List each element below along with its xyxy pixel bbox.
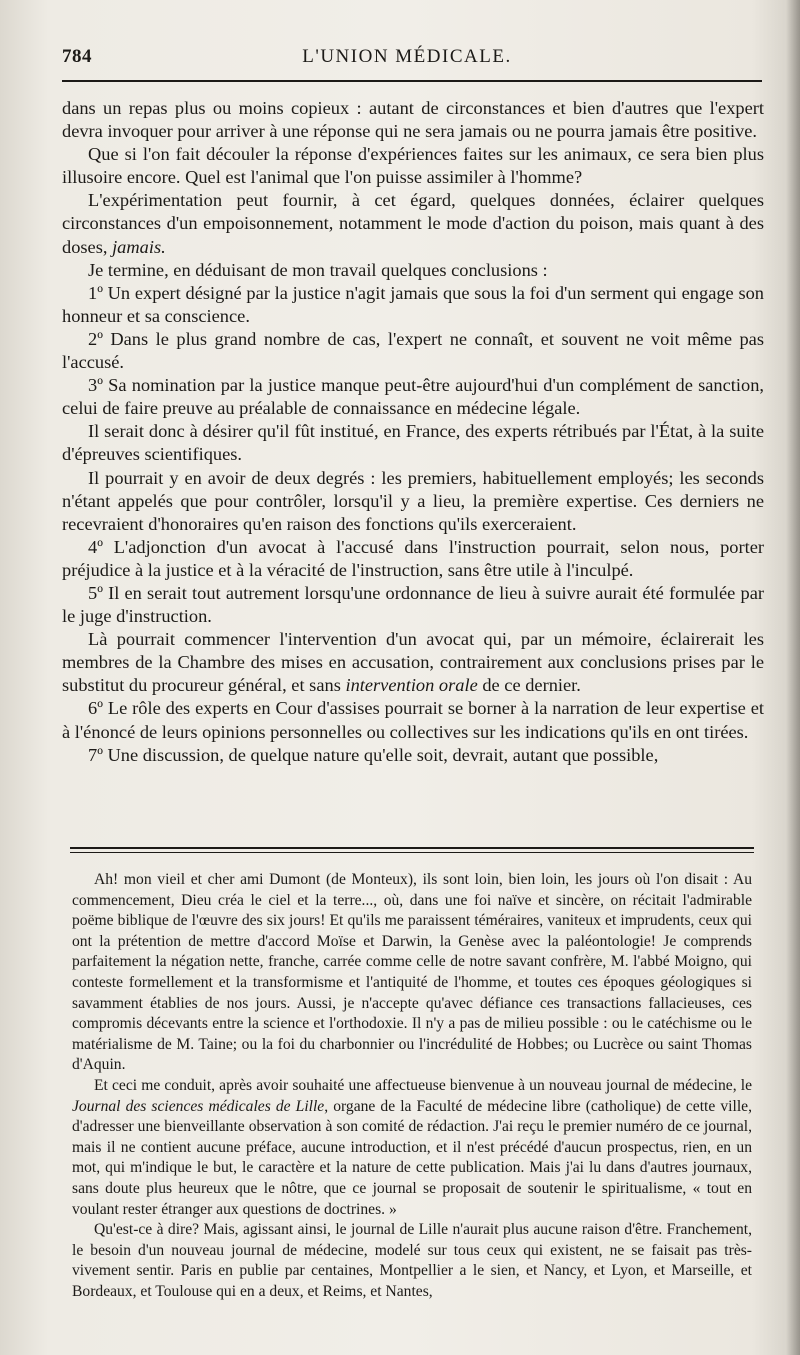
feuilleton-text: [72, 870, 752, 1302]
feuilleton-paragraph: [72, 870, 752, 1076]
page-header: [62, 46, 752, 76]
conclusion-item: 1º Un expert désigné par la justice n'agit jamais que sous la foi d'un serment qui engage son honneur et sa conscience.: [62, 282, 764, 326]
page-edge-shadow: [786, 0, 800, 1355]
running-title: L'UNION MÉDICALE.: [302, 46, 512, 67]
journal-title: Journal des sciences médicales de Lille: [72, 1097, 325, 1115]
main-text: [62, 97, 764, 767]
paragraph-text: Qu'est-ce à dire? Mais, agissant ainsi, le journal de Lille n'aurait plus aucune raison d'être. Franchement, le besoin d'un nouveau journal de médecine, modelé sur tous ceux qui existent, ne se faisait pas très-vivement sentir. Paris en publie par centaines, Montpellier a le sien, et Nancy, et Lyon, et Marseille, et Bordeaux, et Toulouse qui en a deux, et Reims, et Nantes,: [72, 1221, 752, 1300]
paragraph-text: Là pourrait commencer l'intervention d'un avocat qui, par un mémoire, éclairerait les membres de la Chambre des mises en accusation, contrairement aux conclusions prises par le substitut du procureur général, et sans: [62, 629, 764, 696]
feuilleton-rule: [70, 847, 754, 849]
paragraph: Il pourrait y en avoir de deux degrés : les premiers, habituellement employés; les seconds n'étant appelés que pour contrôler, lorsqu'il y a lieu, la première expertise. Ces derniers ne recevraient d'honoraires qu'en raison des fonctions qu'ils exerceraient.: [62, 467, 764, 534]
feuilleton-paragraph: [72, 1220, 752, 1302]
conclusion-item: 6º Le rôle des experts en Cour d'assises pourrait se borner à la narration de leur expertise et à l'énoncé de leurs opinions personnelles ou collectives sur les indications qu'ils en ont tirées.: [62, 698, 764, 742]
feuilleton-rule-thin: [70, 852, 754, 853]
paragraph: Il serait donc à désirer qu'il fût institué, en France, des experts rétribués par l'État, à la suite d'épreuves scientifiques.: [62, 421, 764, 465]
conclusion-item: 5º Il en serait tout autrement lorsqu'une ordonnance de lieu à suivre aurait été formulée par le juge d'instruction.: [62, 582, 764, 627]
conclusion-item: 3º Sa nomination par la justice manque peut-être aujourd'hui d'un complément de sanction, celui de faire preuve au préalable de connaissance en médecine légale.: [62, 375, 764, 419]
paragraph: [62, 628, 764, 697]
paragraph: [62, 189, 764, 258]
paragraph-text: de ce dernier.: [477, 675, 581, 696]
paragraph-text: L'expérimentation peut fournir, à cet égard, quelques données, éclairer quelques circonstances d'un empoisonnement, notamment le mode d'action du poison, mais quant à des doses,: [62, 190, 764, 257]
conclusion-item: 2º Dans le plus grand nombre de cas, l'expert ne connaît, et souvent ne voit même pas l'accusé.: [62, 328, 764, 373]
paragraph: Je termine, en déduisant de mon travail quelques conclusions :: [88, 259, 548, 280]
emphasis-text: jamais.: [112, 236, 166, 257]
paragraph-text: Et ceci me conduit, après avoir souhaité une affectueuse bienvenue à un nouveau journal de médecine, le: [94, 1076, 752, 1094]
paragraph: dans un repas plus ou moins copieux : autant de circonstances et bien d'autres que l'expert devra invoquer pour arriver à une réponse qui ne sera jamais ou ne pourra jamais être positive.: [62, 98, 764, 142]
paragraph-text: Ah! mon vieil et cher ami Dumont (de Monteux), ils sont loin, bien loin, les jours où l'on disait : Au commencement, Dieu créa le ciel et la terre..., où, dans une foi naïve et sincère, on récitait l'admirable poëme biblique de l'œuvre des six jours! Et qu'ils me paraissent téméraires, vaniteux et imprudents, ceux qui ont la prétention de mettre d'accord Moïse et Darwin, la Genèse avec la paléontologie! Je comprends parfaitement la négation nette, franche, carrée comme celle de notre savant confrère, M. l'abbé Moigno, qui conteste formellement et la transformisme et l'antiquité de l'homme, et toutes ces époques géologiques si savamment établies de nos jours. Aussi, je n'accepte qu'avec défiance ces transactions fallacieuses, ces compromis décevants entre la science et l'orthodoxie. Il n'y a pas de milieu possible : ou le catéchisme ou le matérialisme de M. Taine; ou la foi du charbonnier ou l'incrédulité de Hobbes; ou Lucrèce ou saint Thomas d'Aquin.: [72, 871, 752, 1074]
conclusion-item: 7º Une discussion, de quelque nature qu'elle soit, devrait, autant que possible,: [88, 744, 659, 765]
paragraph: Que si l'on fait découler la réponse d'expériences faites sur les animaux, ce sera bien plus illusoire encore. Quel est l'animal que l'on puisse assimiler à l'homme?: [62, 144, 764, 188]
conclusion-item: 4º L'adjonction d'un avocat à l'accusé dans l'instruction pourrait, selon nous, porter préjudice à la justice et à la véracité de l'instruction, sans être utile à l'inculpé.: [62, 536, 764, 580]
header-rule: [62, 80, 762, 82]
page-number: 784: [62, 46, 92, 67]
paragraph-text: , organe de la Faculté de médecine libre (catholique) de cette ville, d'adresser une bienveillante observation à son comité de rédaction. J'ai reçu le premier numéro de ce journal, mais il ne contient aucune préface, aucune introduction, et il n'est précédé d'aucun prospectus, rien, en un mot, qui m'indique le but, le caractère et la nature de cette publication. Mais j'ai lu dans d'autres journaux, sans doute plus heureux que le nôtre, que ce journal se proposait de soutenir le spiritualisme, « tout en voulant rester étranger aux questions de doctrines. »: [72, 1097, 752, 1218]
emphasis-text: intervention orale: [345, 675, 478, 696]
feuilleton-paragraph: [72, 1076, 752, 1220]
